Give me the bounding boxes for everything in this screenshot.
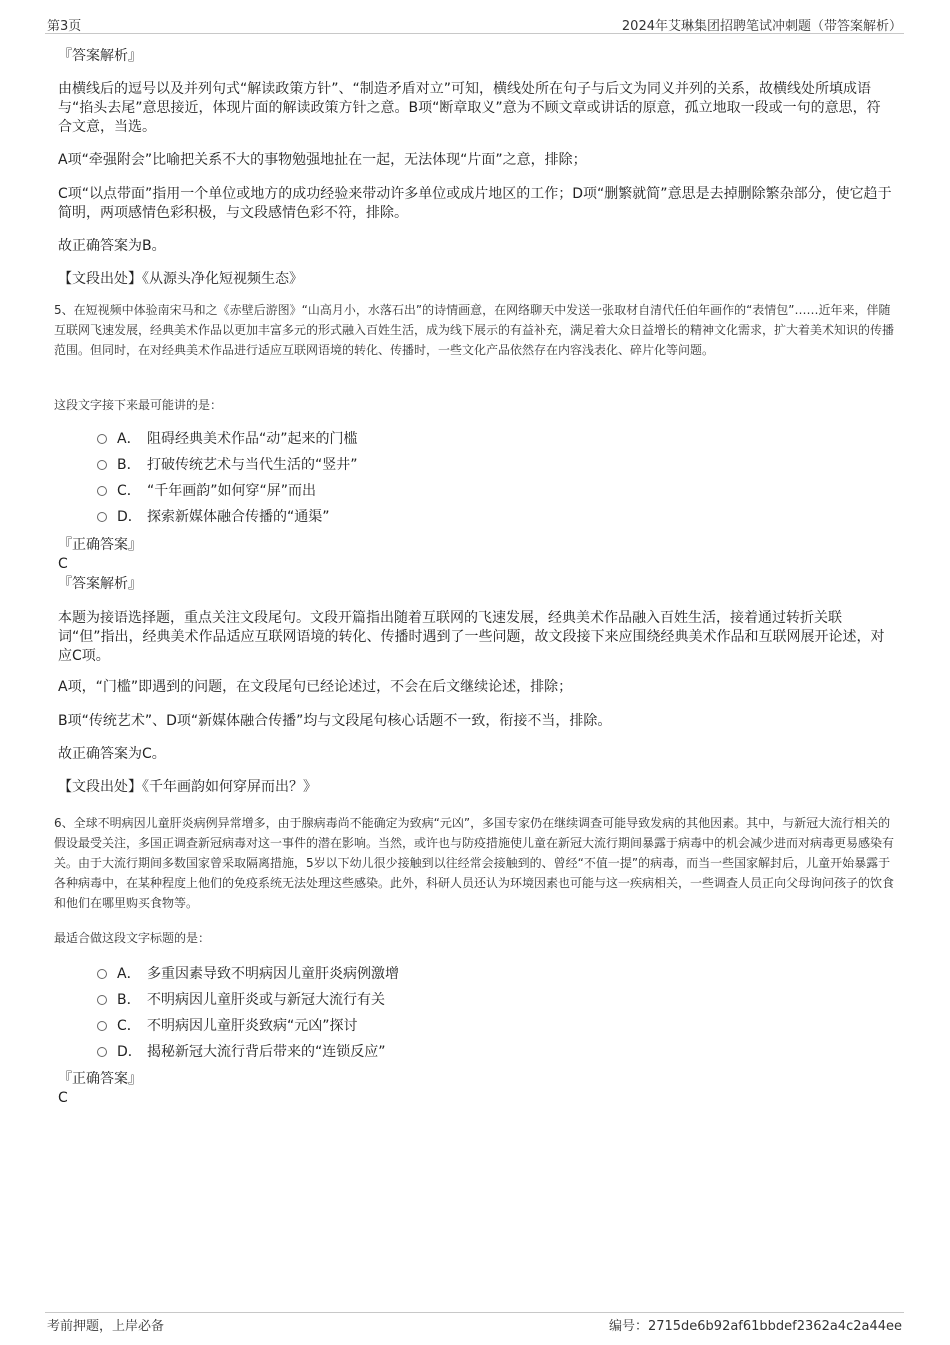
q6-question: 最适合做这段文字标题的是：: [54, 931, 211, 945]
q4-analysis-p2: A项“牵强附会”比喻把关系不大的事物勉强地扯在一起，无法体现“片面”之意，排除；: [58, 152, 587, 168]
page-number: 第3页: [47, 19, 82, 34]
q6-option-d[interactable]: D． 揭秘新冠大流行背后带来的“连锁反应”: [97, 1043, 386, 1061]
q5-answer: C: [58, 556, 68, 572]
q4-analysis-p1: 由横线后的逗号以及并列句式“解读政策方针”、“制造矛盾对立”可知，横线处所在句子与后文为同义并列的关系，故横线处所填成语与“掐头去尾”意思接近，体现片面的解读政策方针之意。B项“断章取义”意为不顾文章或讲话的原意，孤立地取一段或一句的意思，符合文意，当选。: [58, 81, 881, 135]
page-header: [45, 13, 904, 34]
q6-answer-label: 『正确答案』: [58, 1071, 142, 1087]
q5-option-d[interactable]: D． 探索新媒体融合传播的“通渠”: [97, 508, 330, 526]
q5-option-c[interactable]: C． “千年画韵”如何穿“屏”而出: [97, 482, 316, 500]
q4-analysis-p3: C项“以点带面”指用一个单位或地方的成功经验来带动许多单位或成片地区的工作；D项“删繁就简”意思是去掉删除繁杂部分，使它趋于简明，两项感情色彩积极，与文段感情色彩不符，排除。: [58, 186, 892, 221]
q5-analysis-label: 『答案解析』: [58, 576, 142, 592]
q6-option-a[interactable]: A． 多重因素导致不明病因儿童肝炎病例激增: [97, 965, 399, 983]
q5-option-b[interactable]: B． 打破传统艺术与当代生活的“竖井”: [97, 456, 358, 474]
q5-analysis-p1: 本题为接语选择题，重点关注文段尾句。文段开篇指出随着互联网的飞速发展，经典美术作品融入百姓生活，接着通过转折关联词“但”指出，经典美术作品适应互联网语境的转化、传播时遇到了一些问题，故文段接下来应围绕经典美术作品和互联网展开论述，对应C项。: [58, 610, 885, 664]
radio-icon[interactable]: [97, 1047, 107, 1057]
page-footer: [45, 1312, 904, 1335]
q5-analysis-conclusion: 故正确答案为C。: [58, 746, 166, 762]
q4-analysis-label: 『答案解析』: [58, 48, 142, 64]
document-id: 编号：2715de6b92af61bbdef2362a4c2a44ee: [608, 1319, 902, 1334]
q5-analysis-p3: B项“传统艺术”、D项“新媒体融合传播”均与文段尾句核心话题不一致，衔接不当，排除。: [58, 713, 612, 729]
q6-option-c[interactable]: C． 不明病因儿童肝炎致病“元凶”探讨: [97, 1017, 358, 1035]
q6-option-b[interactable]: B． 不明病因儿童肝炎或与新冠大流行有关: [97, 991, 385, 1009]
q6-answer: C: [58, 1090, 68, 1106]
q5-question: 这段文字接下来最可能讲的是：: [54, 398, 223, 412]
q6-stem: 6、全球不明病因儿童肝炎病例异常增多，由于腺病毒尚不能确定为致病“元凶”，多国专家仍在继续调查可能导致发病的其他因素。其中，与新冠大流行相关的假设最受关注，多国正调查新冠病毒对这一事件的潜在影响。当然，或许也与防疫措施使儿童在新冠大流行期间暴露于病毒中的机会减少进而对病毒更易感染有关。由于大流行期间多数国家曾采取隔离措施，5岁以下幼儿很少接触到以往经常会接触到的、曾经“不值一提”的病毒，而当一些国家解封后，儿童开始暴露于各种病毒中，在某种程度上他们的免疫系统无法处理这些感染。此外，科研人员还认为环境因素也可能与这一疾病相关，一些调查人员正向父母询问孩子的饮食和他们在哪里购买食物等。: [54, 816, 895, 910]
radio-icon[interactable]: [97, 460, 107, 470]
footer-slogan: 考前押题，上岸必备: [47, 1319, 165, 1334]
q5-option-a[interactable]: A． 阻碍经典美术作品“动”起来的门槛: [97, 430, 358, 448]
q5-analysis-p2: A项，“门槛”即遇到的问题，在文段尾句已经论述过，不会在后文继续论述，排除；: [58, 679, 573, 695]
q5-source: 【文段出处】《千年画韵如何穿屏而出？》: [58, 779, 317, 795]
document-title: 2024年艾琳集团招聘笔试冲刺题（带答案解析）: [621, 19, 902, 34]
radio-icon[interactable]: [97, 1021, 107, 1031]
q5-answer-label: 『正确答案』: [58, 537, 142, 553]
radio-icon[interactable]: [97, 995, 107, 1005]
radio-icon[interactable]: [97, 434, 107, 444]
radio-icon[interactable]: [97, 969, 107, 979]
radio-icon[interactable]: [97, 486, 107, 496]
q4-source: 【文段出处】《从源头净化短视频生态》: [58, 271, 303, 287]
q5-stem: 5、在短视频中体验南宋马和之《赤壁后游图》“山高月小，水落石出”的诗情画意，在网络聊天中发送一张取材自清代任伯年画作的“表情包”……近年来，伴随互联网飞速发展，经典美术作品以更加丰富多元的形式融入百姓生活，成为线下展示的有益补充，满足着大众日益增长的精神文化需求，扩大着美术知识的传播范围。但同时，在对经典美术作品进行适应互联网语境的转化、传播时，一些文化产品依然存在内容浅表化、碎片化等问题。: [54, 303, 895, 357]
q4-analysis-conclusion: 故正确答案为B。: [58, 238, 166, 254]
radio-icon[interactable]: [97, 512, 107, 522]
